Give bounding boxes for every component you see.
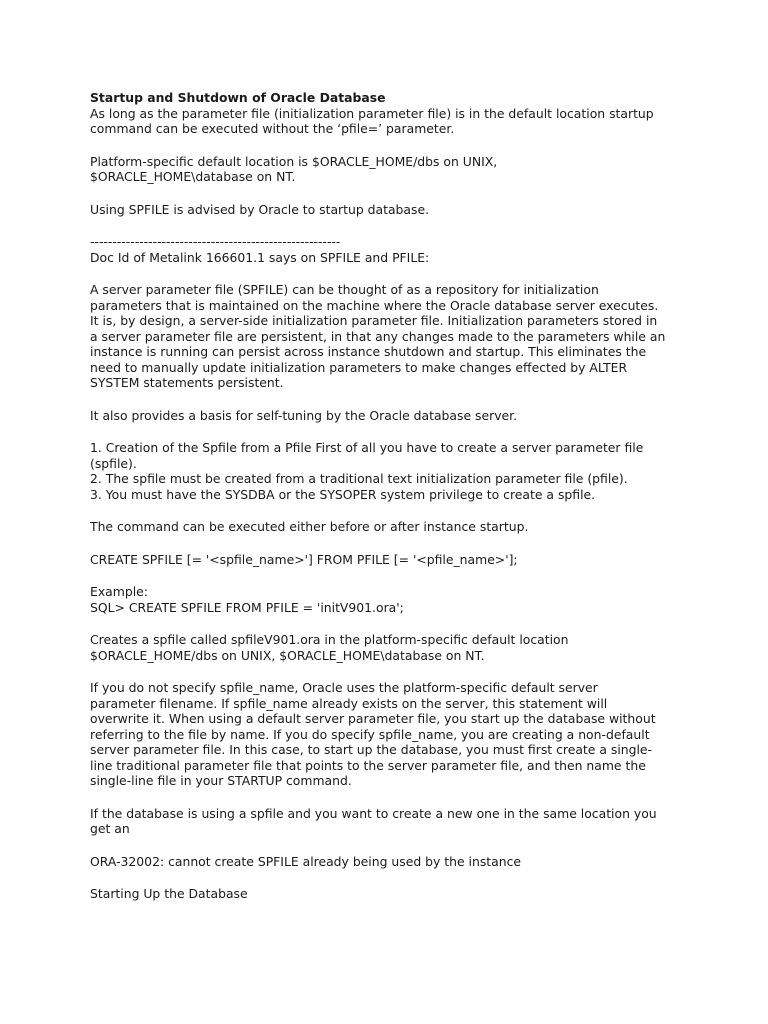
list-item: 3. You must have the SYSDBA or the SYSOPER system privilege to create a spfile. (90, 486, 596, 502)
spfile-definition-paragraph (90, 282, 690, 391)
text-line: It is, by design, a server-side initialization parameter file. Initialization parameters stored in (90, 313, 658, 328)
intro-paragraph (90, 106, 690, 137)
text-line: It also provides a basis for self-tuning by the Oracle database server. (90, 407, 518, 423)
text-line: a server parameter file are persistent, in that any changes made to the parameters while an (90, 328, 666, 344)
text-line: If the database is using a spfile and you want to create a new one in the same location you (90, 805, 657, 821)
document-title: Startup and Shutdown of Oracle Database (90, 90, 386, 105)
text-line: $ORACLE_HOME\database on NT. (90, 169, 296, 184)
text-line: Using SPFILE is advised by Oracle to startup database. (90, 201, 430, 217)
text-line: overwrite it. When using a default server parameter file, you start up the database without (90, 711, 656, 726)
steps-list (90, 440, 690, 502)
self-tuning-paragraph (90, 408, 690, 424)
text-line: need to manually update initialization parameters to make changes effected by ALTER (90, 359, 628, 375)
list-item: 1. Creation of the Spfile from a Pfile First of all you have to create a server parameter file (90, 440, 644, 455)
list-item: 2. The spfile must be created from a traditional text initialization parameter file (pfile). (90, 471, 628, 486)
text-line: single-line file in your STARTUP command. (90, 773, 352, 788)
text-line: line traditional parameter file that points to the server parameter file, and then name the (90, 757, 646, 773)
text-line: As long as the parameter file (initialization parameter file) is in the default location startup (90, 105, 654, 121)
list-item: (spfile). (90, 455, 137, 471)
document-page (90, 90, 690, 902)
text-line: server parameter file. In this case, to start up the database, you must first create a single- (90, 742, 653, 757)
text-line: A server parameter file (SPFILE) can be thought of as a repository for initialization (90, 282, 599, 297)
existing-spfile-paragraph (90, 806, 690, 837)
text-line: parameters that is maintained on the machine where the Oracle database server executes. (90, 297, 659, 313)
section-heading (90, 886, 690, 902)
separator-line: -------------------------------------------------------- (90, 234, 341, 249)
text-line: referring to the file by name. If you do specify spfile_name, you are creating a non-default (90, 726, 650, 742)
text-line: The command can be executed either before or after instance startup. (90, 519, 529, 534)
text-line: $ORACLE_HOME/dbs on UNIX, $ORACLE_HOME\database on NT. (90, 647, 485, 663)
text-line: Example: (90, 584, 148, 599)
error-line: ORA-32002: cannot create SPFILE already being used by the instance (90, 853, 522, 869)
default-location-paragraph (90, 154, 690, 185)
error-paragraph (90, 854, 690, 870)
metalink-paragraph (90, 234, 690, 265)
text-line: If you do not specify spfile_name, Oracle uses the platform-specific default server (90, 680, 598, 695)
text-line: Starting Up the Database (90, 886, 248, 901)
spfile-advice-paragraph (90, 202, 690, 218)
code-line: SQL> CREATE SPFILE FROM PFILE = 'initV901.ora'; (90, 599, 404, 615)
creates-paragraph (90, 632, 690, 663)
text-line: command can be executed without the ‘pfile=’ parameter. (90, 121, 455, 136)
text-line: instance is running can persist across instance shutdown and startup. This eliminates the (90, 344, 647, 359)
text-line: Platform-specific default location is $ORACLE_HOME/dbs on UNIX, (90, 153, 498, 169)
text-line: Creates a spfile called spfileV901.ora in the platform-specific default location (90, 632, 569, 647)
text-line: parameter filename. If spfile_name already exists on the server, this statement will (90, 695, 608, 711)
command-timing-paragraph (90, 519, 690, 535)
example-paragraph (90, 584, 690, 615)
text-line: Doc Id of Metalink 166601.1 says on SPFILE and PFILE: (90, 249, 430, 265)
text-line: SYSTEM statements persistent. (90, 375, 284, 390)
text-line: get an (90, 821, 130, 836)
syntax-paragraph (90, 552, 690, 568)
spfile-name-paragraph (90, 680, 690, 789)
code-line: CREATE SPFILE [= '<spfile_name>'] FROM PFILE [= '<pfile_name>']; (90, 551, 518, 567)
